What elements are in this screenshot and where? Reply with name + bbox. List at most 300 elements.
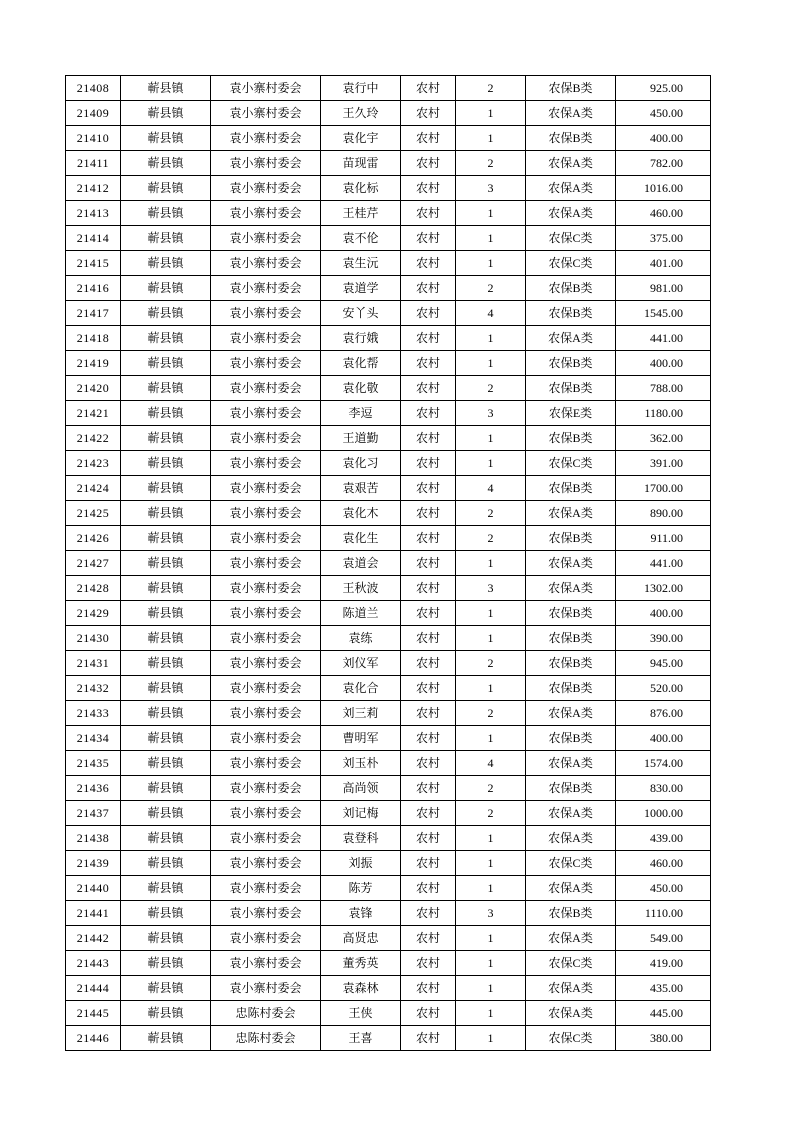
cell-town: 蕲县镇 — [121, 301, 211, 326]
cell-count: 3 — [456, 401, 526, 426]
cell-name: 刘振 — [321, 851, 401, 876]
cell-amount: 549.00 — [616, 926, 711, 951]
cell-type: 农村 — [401, 526, 456, 551]
cell-amount: 441.00 — [616, 551, 711, 576]
cell-id: 21414 — [66, 226, 121, 251]
cell-count: 2 — [456, 801, 526, 826]
cell-id: 21410 — [66, 126, 121, 151]
cell-amount: 981.00 — [616, 276, 711, 301]
cell-type: 农村 — [401, 726, 456, 751]
table-row — [66, 326, 711, 351]
table-row — [66, 76, 711, 101]
cell-town: 蕲县镇 — [121, 876, 211, 901]
cell-id: 21437 — [66, 801, 121, 826]
cell-category: 农保A类 — [526, 701, 616, 726]
cell-amount: 419.00 — [616, 951, 711, 976]
cell-village: 袁小寨村委会 — [211, 601, 321, 626]
cell-amount: 830.00 — [616, 776, 711, 801]
cell-town: 蕲县镇 — [121, 1026, 211, 1051]
cell-amount: 435.00 — [616, 976, 711, 1001]
cell-category: 农保B类 — [526, 726, 616, 751]
cell-id: 21415 — [66, 251, 121, 276]
cell-count: 1 — [456, 851, 526, 876]
cell-id: 21413 — [66, 201, 121, 226]
cell-type: 农村 — [401, 301, 456, 326]
cell-village: 袁小寨村委会 — [211, 976, 321, 1001]
cell-category: 农保B类 — [526, 376, 616, 401]
cell-amount: 1110.00 — [616, 901, 711, 926]
table-row — [66, 401, 711, 426]
cell-type: 农村 — [401, 351, 456, 376]
cell-type: 农村 — [401, 1001, 456, 1026]
cell-type: 农村 — [401, 476, 456, 501]
table-row — [66, 451, 711, 476]
cell-category: 农保A类 — [526, 751, 616, 776]
cell-category: 农保A类 — [526, 176, 616, 201]
cell-amount: 362.00 — [616, 426, 711, 451]
cell-name: 袁不伦 — [321, 226, 401, 251]
cell-type: 农村 — [401, 176, 456, 201]
cell-village: 袁小寨村委会 — [211, 426, 321, 451]
cell-count: 4 — [456, 751, 526, 776]
cell-category: 农保B类 — [526, 776, 616, 801]
cell-id: 21428 — [66, 576, 121, 601]
cell-category: 农保B类 — [526, 601, 616, 626]
cell-category: 农保C类 — [526, 451, 616, 476]
cell-village: 袁小寨村委会 — [211, 951, 321, 976]
cell-name: 袁艰苦 — [321, 476, 401, 501]
cell-name: 袁化生 — [321, 526, 401, 551]
cell-id: 21441 — [66, 901, 121, 926]
cell-village: 袁小寨村委会 — [211, 301, 321, 326]
cell-category: 农保A类 — [526, 826, 616, 851]
cell-count: 3 — [456, 901, 526, 926]
cell-id: 21430 — [66, 626, 121, 651]
cell-village: 袁小寨村委会 — [211, 226, 321, 251]
cell-amount: 1574.00 — [616, 751, 711, 776]
cell-name: 刘玉朴 — [321, 751, 401, 776]
cell-id: 21443 — [66, 951, 121, 976]
cell-id: 21417 — [66, 301, 121, 326]
table-row — [66, 126, 711, 151]
cell-name: 袁行娥 — [321, 326, 401, 351]
cell-village: 袁小寨村委会 — [211, 751, 321, 776]
cell-type: 农村 — [401, 826, 456, 851]
cell-id: 21420 — [66, 376, 121, 401]
cell-name: 王喜 — [321, 1026, 401, 1051]
cell-count: 1 — [456, 1001, 526, 1026]
cell-count: 1 — [456, 101, 526, 126]
cell-category: 农保A类 — [526, 801, 616, 826]
cell-category: 农保B类 — [526, 276, 616, 301]
table-row — [66, 676, 711, 701]
cell-type: 农村 — [401, 976, 456, 1001]
cell-category: 农保A类 — [526, 326, 616, 351]
cell-id: 21421 — [66, 401, 121, 426]
cell-name: 袁化标 — [321, 176, 401, 201]
cell-town: 蕲县镇 — [121, 851, 211, 876]
cell-type: 农村 — [401, 326, 456, 351]
table-body — [66, 76, 711, 1051]
cell-category: 农保A类 — [526, 151, 616, 176]
cell-category: 农保A类 — [526, 576, 616, 601]
cell-village: 袁小寨村委会 — [211, 76, 321, 101]
cell-count: 1 — [456, 451, 526, 476]
table-row — [66, 176, 711, 201]
cell-type: 农村 — [401, 776, 456, 801]
cell-name: 袁练 — [321, 626, 401, 651]
cell-name: 刘仪军 — [321, 651, 401, 676]
cell-count: 1 — [456, 201, 526, 226]
cell-type: 农村 — [401, 201, 456, 226]
cell-count: 2 — [456, 651, 526, 676]
cell-amount: 441.00 — [616, 326, 711, 351]
cell-name: 袁化习 — [321, 451, 401, 476]
cell-name: 袁化合 — [321, 676, 401, 701]
cell-id: 21418 — [66, 326, 121, 351]
cell-id: 21422 — [66, 426, 121, 451]
cell-category: 农保B类 — [526, 126, 616, 151]
cell-name: 袁化敬 — [321, 376, 401, 401]
cell-village: 袁小寨村委会 — [211, 501, 321, 526]
cell-id: 21436 — [66, 776, 121, 801]
cell-amount: 401.00 — [616, 251, 711, 276]
cell-amount: 782.00 — [616, 151, 711, 176]
cell-village: 袁小寨村委会 — [211, 351, 321, 376]
cell-category: 农保C类 — [526, 951, 616, 976]
table-row — [66, 526, 711, 551]
benefits-table — [65, 75, 711, 1051]
cell-type: 农村 — [401, 951, 456, 976]
cell-name: 苗现雷 — [321, 151, 401, 176]
cell-id: 21439 — [66, 851, 121, 876]
cell-id: 21440 — [66, 876, 121, 901]
cell-village: 袁小寨村委会 — [211, 876, 321, 901]
table-row — [66, 501, 711, 526]
cell-type: 农村 — [401, 451, 456, 476]
cell-amount: 1302.00 — [616, 576, 711, 601]
cell-type: 农村 — [401, 651, 456, 676]
cell-name: 袁锋 — [321, 901, 401, 926]
cell-amount: 890.00 — [616, 501, 711, 526]
table-row — [66, 901, 711, 926]
cell-town: 蕲县镇 — [121, 451, 211, 476]
table-row — [66, 201, 711, 226]
cell-type: 农村 — [401, 401, 456, 426]
table-row — [66, 426, 711, 451]
cell-category: 农保A类 — [526, 101, 616, 126]
table-row — [66, 251, 711, 276]
cell-amount: 460.00 — [616, 851, 711, 876]
cell-town: 蕲县镇 — [121, 151, 211, 176]
cell-category: 农保B类 — [526, 351, 616, 376]
cell-name: 陈道兰 — [321, 601, 401, 626]
cell-type: 农村 — [401, 426, 456, 451]
cell-type: 农村 — [401, 626, 456, 651]
cell-count: 2 — [456, 151, 526, 176]
cell-category: 农保C类 — [526, 851, 616, 876]
cell-village: 袁小寨村委会 — [211, 626, 321, 651]
cell-count: 1 — [456, 251, 526, 276]
cell-village: 袁小寨村委会 — [211, 801, 321, 826]
cell-town: 蕲县镇 — [121, 776, 211, 801]
cell-type: 农村 — [401, 901, 456, 926]
cell-type: 农村 — [401, 701, 456, 726]
cell-town: 蕲县镇 — [121, 701, 211, 726]
cell-amount: 876.00 — [616, 701, 711, 726]
cell-category: 农保C类 — [526, 251, 616, 276]
cell-id: 21444 — [66, 976, 121, 1001]
table-row — [66, 951, 711, 976]
cell-count: 2 — [456, 501, 526, 526]
table-row — [66, 651, 711, 676]
cell-town: 蕲县镇 — [121, 526, 211, 551]
cell-category: 农保A类 — [526, 551, 616, 576]
cell-id: 21429 — [66, 601, 121, 626]
cell-category: 农保B类 — [526, 901, 616, 926]
cell-town: 蕲县镇 — [121, 726, 211, 751]
table-row — [66, 551, 711, 576]
table-row — [66, 701, 711, 726]
cell-count: 1 — [456, 926, 526, 951]
cell-category: 农保A类 — [526, 976, 616, 1001]
cell-category: 农保A类 — [526, 501, 616, 526]
cell-name: 刘三莉 — [321, 701, 401, 726]
cell-town: 蕲县镇 — [121, 826, 211, 851]
cell-id: 21412 — [66, 176, 121, 201]
cell-id: 21432 — [66, 676, 121, 701]
cell-name: 曹明军 — [321, 726, 401, 751]
cell-name: 袁化木 — [321, 501, 401, 526]
cell-category: 农保B类 — [526, 426, 616, 451]
cell-town: 蕲县镇 — [121, 351, 211, 376]
cell-town: 蕲县镇 — [121, 426, 211, 451]
cell-village: 袁小寨村委会 — [211, 701, 321, 726]
cell-name: 王久玲 — [321, 101, 401, 126]
table-row — [66, 776, 711, 801]
cell-amount: 445.00 — [616, 1001, 711, 1026]
cell-type: 农村 — [401, 226, 456, 251]
cell-count: 1 — [456, 601, 526, 626]
cell-amount: 400.00 — [616, 601, 711, 626]
cell-amount: 400.00 — [616, 126, 711, 151]
cell-type: 农村 — [401, 276, 456, 301]
cell-town: 蕲县镇 — [121, 651, 211, 676]
table-row — [66, 726, 711, 751]
cell-village: 袁小寨村委会 — [211, 126, 321, 151]
cell-type: 农村 — [401, 601, 456, 626]
cell-type: 农村 — [401, 576, 456, 601]
cell-amount: 520.00 — [616, 676, 711, 701]
table-row — [66, 351, 711, 376]
cell-village: 袁小寨村委会 — [211, 851, 321, 876]
cell-town: 蕲县镇 — [121, 926, 211, 951]
cell-name: 高尚领 — [321, 776, 401, 801]
cell-amount: 1700.00 — [616, 476, 711, 501]
cell-id: 21435 — [66, 751, 121, 776]
cell-village: 袁小寨村委会 — [211, 176, 321, 201]
cell-village: 袁小寨村委会 — [211, 201, 321, 226]
cell-village: 袁小寨村委会 — [211, 401, 321, 426]
cell-count: 3 — [456, 176, 526, 201]
cell-id: 21433 — [66, 701, 121, 726]
cell-type: 农村 — [401, 126, 456, 151]
cell-name: 袁行中 — [321, 76, 401, 101]
cell-id: 21442 — [66, 926, 121, 951]
cell-count: 1 — [456, 426, 526, 451]
cell-amount: 1180.00 — [616, 401, 711, 426]
table-row — [66, 851, 711, 876]
cell-id: 21411 — [66, 151, 121, 176]
cell-id: 21423 — [66, 451, 121, 476]
cell-count: 2 — [456, 76, 526, 101]
cell-category: 农保B类 — [526, 76, 616, 101]
cell-category: 农保A类 — [526, 926, 616, 951]
cell-name: 刘记梅 — [321, 801, 401, 826]
cell-name: 王侠 — [321, 1001, 401, 1026]
cell-village: 袁小寨村委会 — [211, 101, 321, 126]
cell-type: 农村 — [401, 676, 456, 701]
cell-village: 袁小寨村委会 — [211, 726, 321, 751]
cell-amount: 390.00 — [616, 626, 711, 651]
cell-village: 袁小寨村委会 — [211, 251, 321, 276]
cell-amount: 460.00 — [616, 201, 711, 226]
cell-category: 农保C类 — [526, 226, 616, 251]
cell-village: 袁小寨村委会 — [211, 326, 321, 351]
table-row — [66, 826, 711, 851]
cell-category: 农保B类 — [526, 301, 616, 326]
cell-count: 2 — [456, 276, 526, 301]
cell-count: 1 — [456, 126, 526, 151]
table-row — [66, 376, 711, 401]
cell-type: 农村 — [401, 876, 456, 901]
cell-type: 农村 — [401, 76, 456, 101]
cell-village: 袁小寨村委会 — [211, 526, 321, 551]
cell-id: 21408 — [66, 76, 121, 101]
cell-type: 农村 — [401, 751, 456, 776]
cell-type: 农村 — [401, 376, 456, 401]
cell-id: 21438 — [66, 826, 121, 851]
cell-type: 农村 — [401, 1026, 456, 1051]
cell-amount: 375.00 — [616, 226, 711, 251]
table-row — [66, 801, 711, 826]
cell-town: 蕲县镇 — [121, 476, 211, 501]
cell-count: 1 — [456, 1026, 526, 1051]
cell-name: 袁森林 — [321, 976, 401, 1001]
cell-id: 21427 — [66, 551, 121, 576]
cell-amount: 925.00 — [616, 76, 711, 101]
cell-category: 农保B类 — [526, 526, 616, 551]
cell-town: 蕲县镇 — [121, 401, 211, 426]
cell-category: 农保C类 — [526, 1026, 616, 1051]
cell-name: 董秀英 — [321, 951, 401, 976]
cell-town: 蕲县镇 — [121, 751, 211, 776]
cell-town: 蕲县镇 — [121, 201, 211, 226]
cell-village: 袁小寨村委会 — [211, 576, 321, 601]
cell-name: 高贤忠 — [321, 926, 401, 951]
cell-amount: 788.00 — [616, 376, 711, 401]
cell-name: 袁化帮 — [321, 351, 401, 376]
cell-town: 蕲县镇 — [121, 801, 211, 826]
cell-village: 忠陈村委会 — [211, 1001, 321, 1026]
cell-category: 农保B类 — [526, 626, 616, 651]
cell-town: 蕲县镇 — [121, 676, 211, 701]
cell-id: 21426 — [66, 526, 121, 551]
table-row — [66, 926, 711, 951]
cell-count: 1 — [456, 951, 526, 976]
cell-category: 农保A类 — [526, 876, 616, 901]
cell-town: 蕲县镇 — [121, 951, 211, 976]
cell-count: 1 — [456, 876, 526, 901]
cell-village: 袁小寨村委会 — [211, 276, 321, 301]
cell-id: 21445 — [66, 1001, 121, 1026]
cell-town: 蕲县镇 — [121, 551, 211, 576]
cell-town: 蕲县镇 — [121, 76, 211, 101]
cell-count: 1 — [456, 326, 526, 351]
cell-type: 农村 — [401, 551, 456, 576]
table-row — [66, 976, 711, 1001]
cell-amount: 1000.00 — [616, 801, 711, 826]
cell-type: 农村 — [401, 151, 456, 176]
cell-town: 蕲县镇 — [121, 176, 211, 201]
cell-id: 21416 — [66, 276, 121, 301]
cell-amount: 380.00 — [616, 1026, 711, 1051]
cell-type: 农村 — [401, 851, 456, 876]
table-row — [66, 601, 711, 626]
cell-amount: 1016.00 — [616, 176, 711, 201]
cell-town: 蕲县镇 — [121, 251, 211, 276]
cell-category: 农保B类 — [526, 651, 616, 676]
cell-id: 21431 — [66, 651, 121, 676]
cell-name: 袁道会 — [321, 551, 401, 576]
cell-town: 蕲县镇 — [121, 326, 211, 351]
cell-name: 安丫头 — [321, 301, 401, 326]
cell-name: 李逗 — [321, 401, 401, 426]
cell-name: 陈芳 — [321, 876, 401, 901]
cell-category: 农保A类 — [526, 201, 616, 226]
cell-name: 袁化宇 — [321, 126, 401, 151]
cell-count: 1 — [456, 976, 526, 1001]
table-row — [66, 476, 711, 501]
cell-type: 农村 — [401, 801, 456, 826]
cell-count: 3 — [456, 576, 526, 601]
cell-count: 2 — [456, 526, 526, 551]
cell-town: 蕲县镇 — [121, 901, 211, 926]
cell-id: 21424 — [66, 476, 121, 501]
cell-town: 蕲县镇 — [121, 101, 211, 126]
cell-count: 2 — [456, 776, 526, 801]
table-row — [66, 1001, 711, 1026]
cell-village: 袁小寨村委会 — [211, 551, 321, 576]
cell-amount: 1545.00 — [616, 301, 711, 326]
cell-amount: 911.00 — [616, 526, 711, 551]
cell-amount: 450.00 — [616, 876, 711, 901]
cell-village: 袁小寨村委会 — [211, 901, 321, 926]
cell-count: 2 — [456, 701, 526, 726]
table-row — [66, 151, 711, 176]
cell-count: 1 — [456, 551, 526, 576]
cell-amount: 400.00 — [616, 351, 711, 376]
cell-category: 农保B类 — [526, 476, 616, 501]
cell-count: 1 — [456, 351, 526, 376]
cell-count: 2 — [456, 376, 526, 401]
cell-type: 农村 — [401, 926, 456, 951]
cell-category: 农保A类 — [526, 1001, 616, 1026]
cell-town: 蕲县镇 — [121, 576, 211, 601]
cell-type: 农村 — [401, 251, 456, 276]
cell-amount: 439.00 — [616, 826, 711, 851]
cell-town: 蕲县镇 — [121, 1001, 211, 1026]
